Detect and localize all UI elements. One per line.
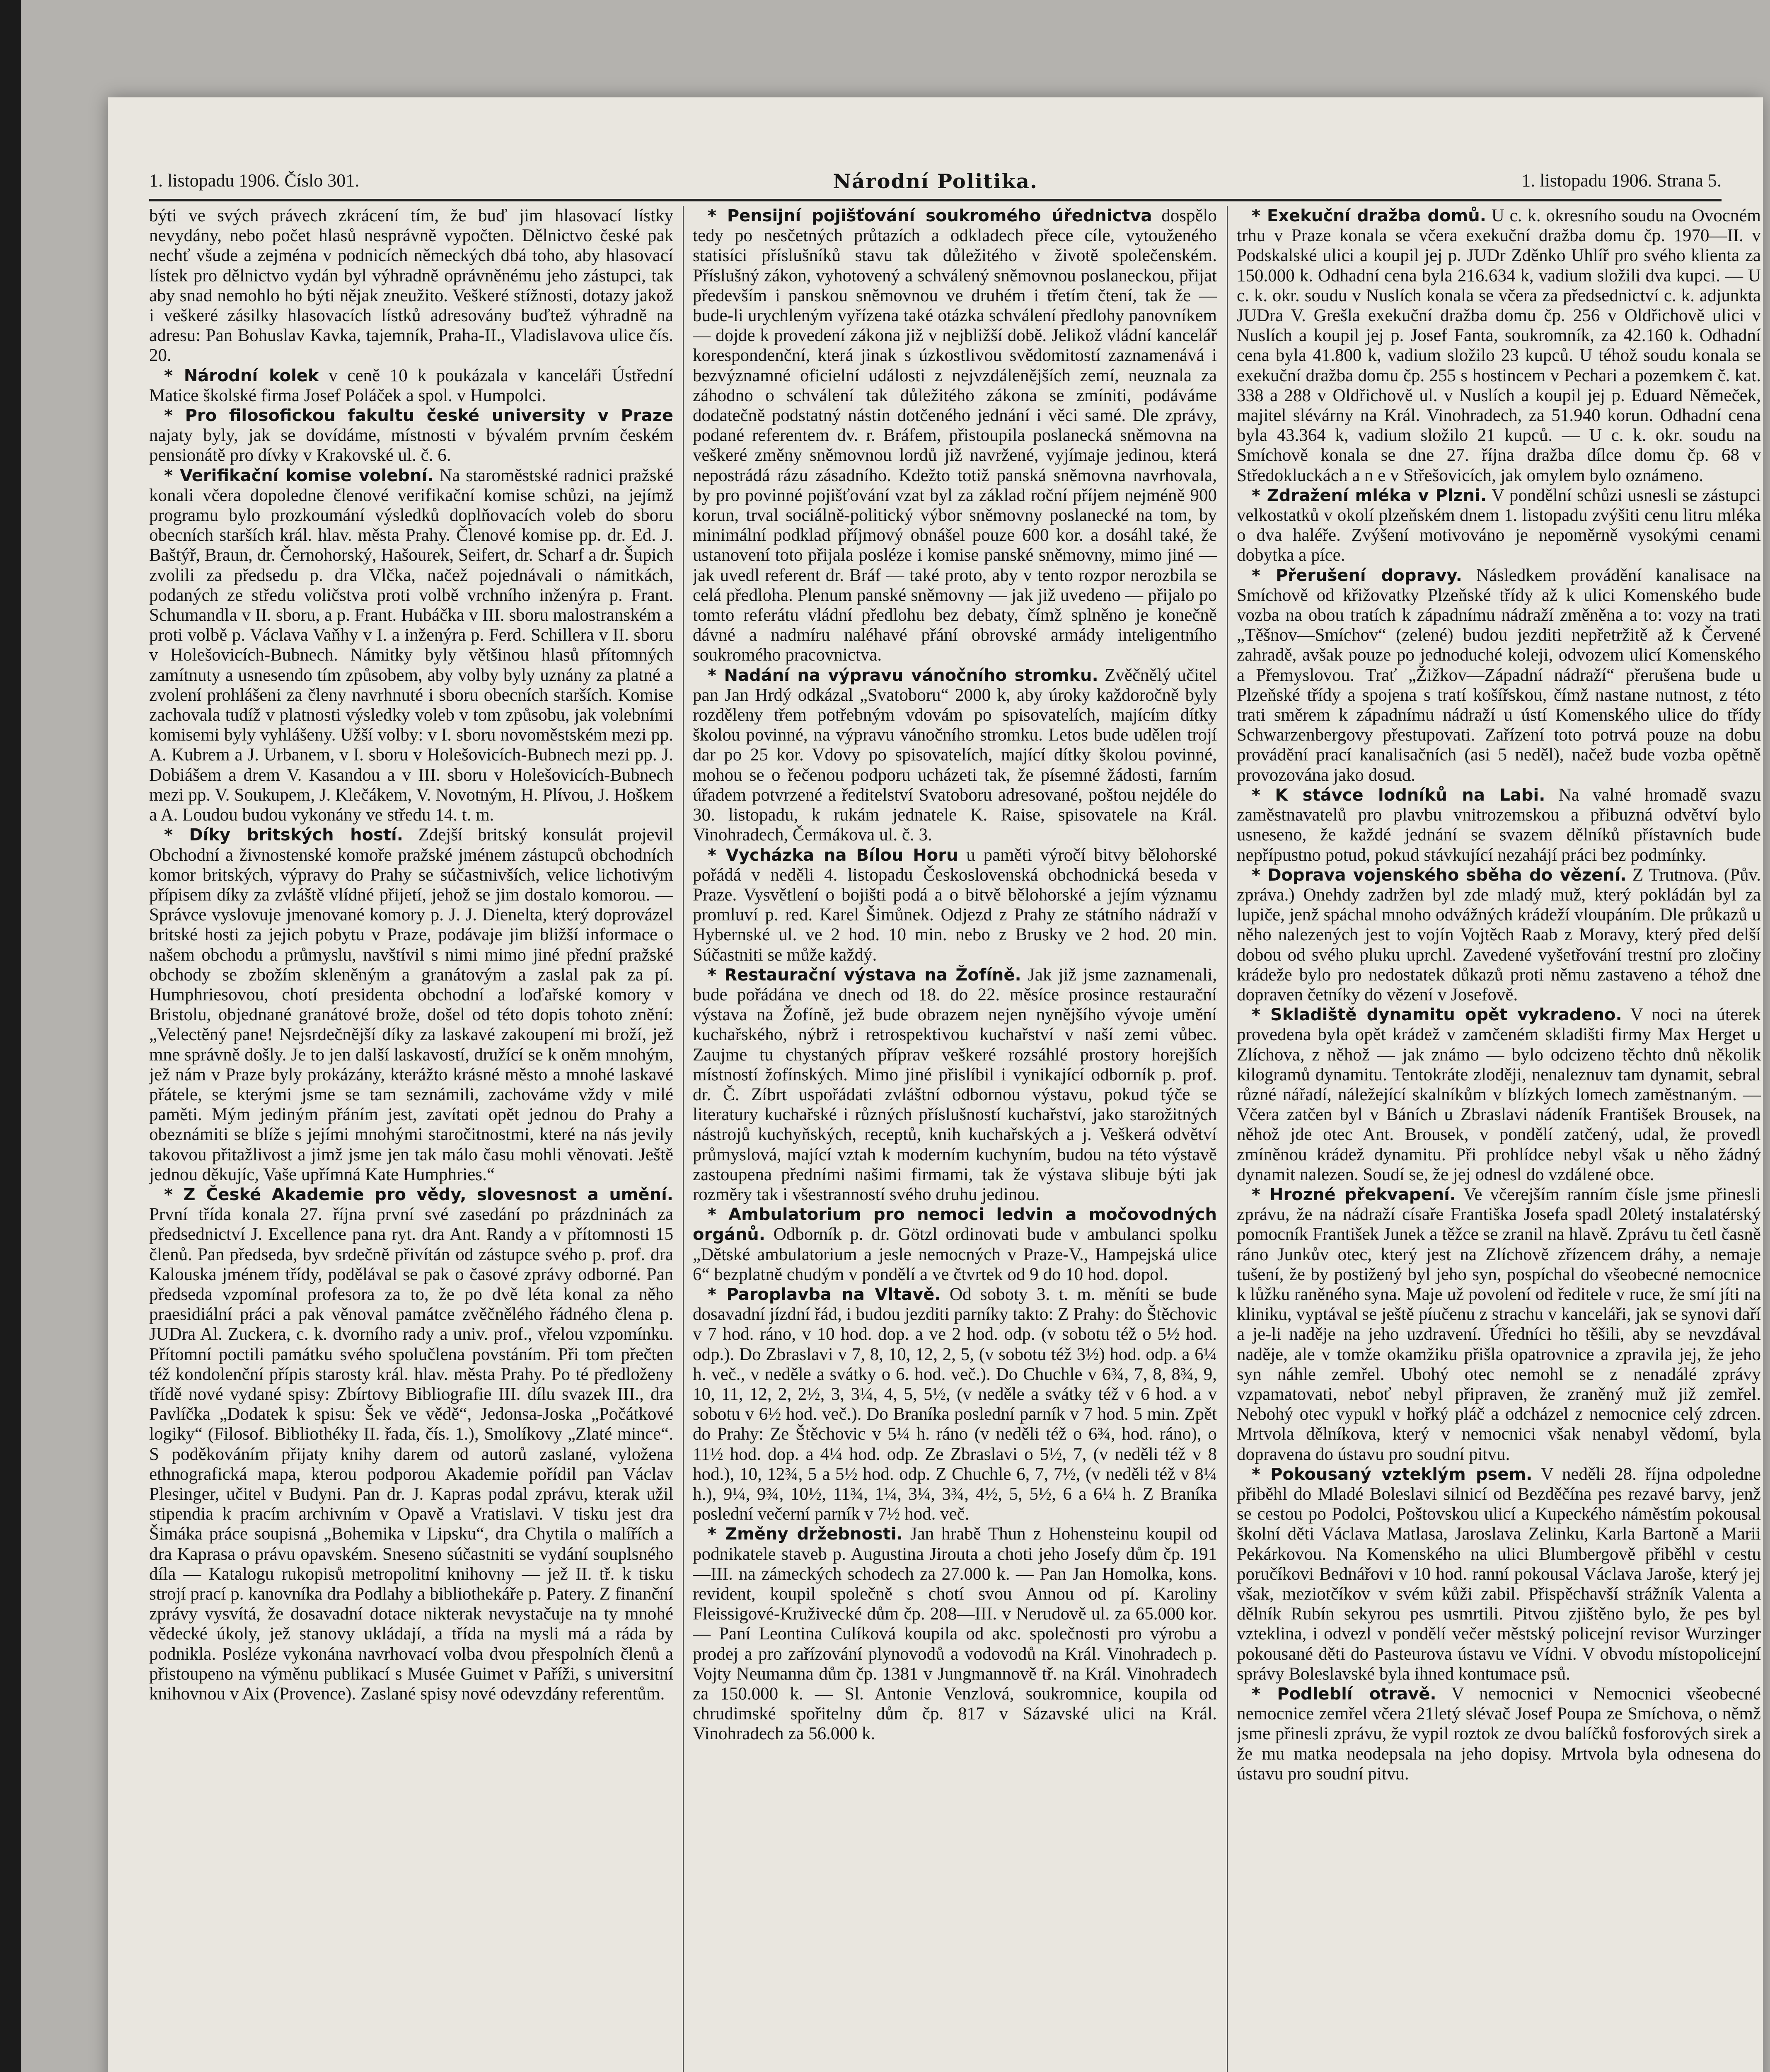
column-divider (1227, 206, 1228, 2072)
column-1 (149, 206, 673, 2072)
article-heading: * Hrozné překvapení. (1252, 1185, 1456, 1204)
scan-background (21, 0, 1770, 2072)
article-text: najaty byly, jak se dovídáme, místnosti v bývalém prvním českém pensionátě pro dívky v Krakovské ul. č. 6. (149, 426, 673, 465)
issue-date-left: 1. listopadu 1906. Číslo 301. (149, 170, 360, 191)
article-paragraph (1237, 1464, 1761, 1684)
header-rule (149, 199, 1722, 201)
article-text: V neděli 28. října odpoledne přiběhl do Mladé Boleslavi silnicí od Bezděčína pes rezavé barvy, jenž se cestou po Podolci, Poštovskou ulicí a Kupeckého náměstím pokousal školní děti Václava Matlasa, Jaroslava Zelinku, Karla Bartoně a Marii Pekárkovou. Na Komenského na ulici Blumbergově přiběhl v cestu poručíkovi Bednářovi v 10 hod. ranní pokousal Václava Jaroše, který jej však, meziotčíkov v svém kůži zabil. Přispěchavší strážník Valenta a dělník Rubín sekyrou pes usmrtili. Pitvou zjištěno bylo, že pes byl vzteklina, i odvezl v pondělí večer městský policejní revisor Wurzinger pokousané děti do Pasteurova ústavu ve Vídni. V obvodu místopolicejní správy Boleslavské byla ihned kontumace psů. (1237, 1464, 1761, 1684)
article-text: Od soboty 3. t. m. měníti se bude dosavadní jízdní řád, i budou jezditi parníky takto: Z Prahy: do Štěchovic v 7 hod. ráno, v 10 hod. dop. a ve 2 hod. odp. (v sobotu též o 5½ hod. odp.). Do Zbraslavi v 7, 8, 10, 12, 2, 5, (v sobotu též 3½) hod. odp. a 6¼ h. več., v neděle a svátky o 6. hod. več.). Do Chuchle v 6¾, 7, 8, 8¾, 9, 10, 11, 12, 2, 2½, 3, 3¼, 4, 5, 5½, (v neděle a svátky též v 6 hod. a v sobotu v 6½ hod. več.). Do Braníka poslední parník v 7 hod. 5 min. Zpět do Prahy: Ze Štěchovic v 5¼ h. ráno (v neděli též o 6¾, hod. ráno), o 11½ hod. dop. a 4¼ hod. odp. Ze Zbraslavi o 5½, 7, (v neděli též v 8 hod.), 10, 12¾, 5 a 5½ hod. odp. Z Chuchle 6, 7, 7½, (v neděli též v 8¼ h.), 9¼, 9¾, 10½, 11¾, 1¼, 3¼, 3¾, 4½, 5, 5½, 6 a 6¼ h. Z Braníka poslední večerní parník v 7½ hod. več. (693, 1284, 1217, 1524)
article-paragraph (693, 206, 1217, 666)
article-paragraph (1237, 1185, 1761, 1464)
article-heading: * Restaurační výstava na Žofíně. (708, 965, 1021, 985)
article-text: První třída konala 27. října první své zasedání po prázdninách za předsednictví J. Excellence pana ryt. dra Ant. Randy a v přítomnosti 15 členů. Pan předseda, byv srdečně přivítán od zástupce svého p. prof. dra Kalouska jménem třídy, podělával se pak o časové zprávy odborné. Pan předseda vzpomínal profesora za to, že po dvě léta konal za něho praesidiální práci a pak věnoval památce zvěčnělého řádného člena p. JUDra Al. Zuckera, c. k. dvorního rady a univ. prof., vřelou vzpomínku. Přítomní poctili památku svého spolučlena povstáním. Při tom přečten též kondolenční přípis starosty král. hlav. města Prahy. Po té předloženy třídě nové vydané spisy: Zbírtovy Bibliografie III. dílu svazek III., dra Pavlíčka „Dodatek k spisu: Šek ve vědě“, Jedonsa-Joska „Počátkové logiky“ (Filosof. Bibliothéky II. řada, čís. 1.), Smolíkovy „Zlaté mince“. S poděkováním přijaty knihy darem od autorů zaslané, vyložena ethnografická mapa, kterou podporou Akademie pořídil pan Václav Plesinger, učitel v Budyni. Pan dr. J. Kapras podal zprávu, kterak užil stipendia k pracím archivním v Opavě a Vratislavi. V tisku jest dra Šimáka práce soupisná „Bohemika v Lipsku“, dra Chytila o malířích a dra Kaprasa o právu opavském. Sneseno súčastniti se vydání souplsného díla — Katalogu rukopisů metropolitní knihovny — jež II. tř. k tisku strojí prací p. kanovníka dra Podlahy a bibliothekáře p. Patery. Z finanční zprávy vysvítá, že dosavadní dotace nikterak nevystačuje na ty mnohé vědecké úkoly, jež stanovy ukládají, a třída na mysli má a ráda by podnikla. Posléze vykonána navrhovací volba dvou přespolních členů a přistoupeno na výměnu publikací s Musée Guimet v Paříži, s universitní knihovnou v Aix (Provence). Zaslané spisy nové odevzdány referentům. (149, 1205, 673, 1704)
article-heading: * Verifikační komise volební. (164, 466, 434, 485)
article-heading: * Ambulatorium pro nemoci ledvin a močovodných orgánů. (693, 1205, 1217, 1244)
article-heading: * Pensijní pojišťování soukromého úřednictva (708, 206, 1152, 225)
newspaper-title: Národní Politika. (833, 170, 1038, 193)
article-paragraph (149, 1185, 673, 1704)
article-paragraph (149, 825, 673, 1185)
article-heading: * K stávce lodníků na Labi. (1252, 785, 1545, 805)
article-heading: * Díky britských hostí. (164, 825, 403, 845)
article-paragraph (693, 1285, 1217, 1524)
article-paragraph: býti ve svých právech zkrácení tím, že buď jim hlasovací lístky nevydány, nebo počet hlasů nesprávně vypočten. Dělnictvo české pak nechť všude a zejména v podnicích německých dbá toho, aby hlasovací lístek pro dělnictvo vydán byl výhradně oprávněnému jeho zástupci, tak aby snad nemohlo ho býti nějak zneužito. Veškeré stížnosti, dotazy jakož i veškeré zásilky hlasovacích lístků adresovány buďtež výhradně na adresu: Pan Bohuslav Kavka, tajemník, Praha-II., Vladislavova ulice čís. 20. (149, 206, 673, 366)
article-paragraph (693, 845, 1217, 965)
masthead (149, 170, 1722, 199)
article-heading: * Doprava vojenského sběha do vězení. (1252, 865, 1627, 885)
article-paragraph (1237, 1684, 1761, 1784)
article-text: Zvěčnělý učitel pan Jan Hrdý odkázal „Svatoboru“ 2000 k, aby úroky každoročně byly rozděleny třem potřebným vdovám po spisovatelích, majícím dítky školou povinné, na výpravu vánočního stromku. Letos bude udělen trojí dar po 25 kor. Vdovy po spisovatelích, mající dítky školou povinné, mohou se o řečenou podporu ucházeti tak, že písemné žádosti, farním úřadem potvrzené a ředitelství Svatoboru adresované, poštou nejdéle do 30. listopadu, k rukám jednatele K. Raise, spisovatele na Král. Vinohradech, Čermákova ul. č. 3. (693, 665, 1217, 845)
article-text: v ceně 10 k poukázala v kanceláři Ústřední Matice školské firma Josef Poláček a spol. v Humpolci. (149, 366, 673, 405)
article-paragraph (1237, 785, 1761, 865)
article-text: Ve včerejším ranním čísle jsme přinesli zprávu, že na nádraží císaře Františka Josefa spadl 20letý instalatérský pomocník František Junek a těžce se zranil na hlavě. Zprávu tu četl časně ráno Junkův otec, který jest na Zlíchově zřízencem dráhy, a nemaje tušení, že by postižený byl jeho syn, pospíchal do všeobecné nemocnice k lůžku raněného syna. Maje už povolení od ředitele v ruce, že smí jíti na kliniku, vyptával se ještě píučenu z strachu v kanceláři, jak se synovi daří a je-li naděje na jeho uzdravení. Úředníci ho těšili, aby se nevzdával naděje, ale v tomže okamžiku přišla opatrovnice a zpravila jej, že jeho syn náhle zemřel. Ubohý otec nemohl se z nenadálé zprávy vzpamatovati, neboť nebyl připraven, že zraněný muž již zemřel. Nebohý otec vypukl v hořký pláč a odcházel z nemocnice celý zdrcen. Mrtvola dělníkova, který v nemocnici však nenabyl vědomí, byla dopravena do ústavu pro soudní pitvu. (1237, 1184, 1761, 1464)
issue-date-right: 1. listopadu 1906. Strana 5. (1521, 170, 1722, 191)
column-divider (683, 206, 684, 2072)
column-3 (1237, 206, 1761, 2072)
article-text: V nemocnici v Nemocnici všeobecné nemocnice zemřel včera 21letý slévač Josef Poupa ze Smíchova, o němž jsme přinesli zprávu, že vypil roztok ze dvou balíčků fosforových sirek a že mu matka neodepsala na jeho dopisy. Mrtvola byla odnesena do ústavu pro soudní pitvu. (1237, 1684, 1761, 1784)
newspaper-page (108, 97, 1763, 2072)
article-text: Jak již jsme zaznamenali, bude pořádána ve dnech od 18. do 22. měsíce prosince restaurační výstava na Žofíně, jež bude obrazem nejen nynějšího vývoje umění kuchařského, nýbrž i retrospektivou kuchařství v naší zemi vůbec. Zaujme tu chystaných příprav veškeré rozsáhlé prostory horejších místností žofínských. Mimo jiné přislíbil i vynikající odborník p. prof. dr. Č. Zíbrt uspořádati zvláštní odbornou výstavu, pokud týče se literatury kuchařské i různých příslušností kuchařství, jako starožitných nástrojů kuchyňských, receptů, knih kuchařských a j. Veškerá odvětví průmyslová, mající vztah k moderním kuchyním, budou na této výstavě zastoupena předními našimi firmami, tak že výstava slibuje býti jak rozměry tak i všestranností svého druhu jedinou. (693, 965, 1217, 1204)
article-text: u paměti výročí bitvy bělohorské pořádá v neděli 4. listopadu Československá obchodnická beseda v Praze. Vysvětlení o bojišti podá a o bitvě bělohorské a jejím významu promluví p. red. Karel Šimůnek. Odjezd z Prahy ze státního nádraží v Hybernské ul. ve 2 hod. 10 min. nebo z Brusky ve 2 hod. 20 min. Súčastniti se může každý. (693, 845, 1217, 965)
article-text: V pondělní schůzi usnesli se zástupci velkostatků v okolí plzeňském dnem 1. listopadu zvýšiti cenu litru mléka o dva haléře. Zvýšení motivováno je nepoměrně vysokými cenami dobytka a píce. (1237, 485, 1761, 565)
article-paragraph (1237, 865, 1761, 1005)
article-heading: * Skladiště dynamitu opět vykradeno. (1252, 1005, 1622, 1025)
article-paragraph (1237, 1005, 1761, 1185)
column-2 (693, 206, 1217, 2072)
article-heading: * Paroplavba na Vltavě. (708, 1285, 941, 1304)
article-paragraph (693, 965, 1217, 1205)
article-text: Z Trutnova. (Pův. zpráva.) Onehdy zadržen byl zde mladý muž, který pokládán byl za lupiče, jenž spáchal mnoho odvážných krádeží vloupáním. Dle průkazů u něho nalezených jest to vojín Vojtěch Raab z Moravy, který před delší dobou od svého pluku uprchl. Zavedené vyšetřování trestní pro zločiny krádeže bylo pro nedostatek důkazů proti němu zastaveno a téhož dne dopraven četníky do vězení v Josefově. (1237, 865, 1761, 1005)
article-paragraph (693, 1524, 1217, 1744)
article-paragraph (1237, 566, 1761, 785)
article-heading: * Pro filosofickou fakultu české university v Praze (164, 406, 673, 426)
article-heading: * Pokousaný vzteklým psem. (1252, 1464, 1533, 1484)
article-heading: * Nadání na výpravu vánočního stromku. (708, 666, 1098, 685)
article-text: V noci na úterek provedena byla opět krádež v zamčeném skladišti firmy Max Herget u Zlíchova, z něhož — jak známo — bylo odcizeno těchto dnů několik kilogramů dynamitu. Tentokráte zloději, nenaleznuv tam dynamit, sebral různé nářadí, náležející skalníkům v blízkých lomech zaměstnaným. — Včera zatčen byl v Báních u Zbraslavi nádeník František Brousek, na něhož jde otec Ant. Brousek, v pondělí zatčený, udal, že provedl zmíněnou krádež dynamitu. Při prohlídce nebyl však u něho žádný dynamit nalezen. Soudí se, že jej odnesl do vzdálené obce. (1237, 1005, 1761, 1184)
article-heading: * Přerušení dopravy. (1252, 566, 1462, 585)
article-heading: * Zdražení mléka v Plzni. (1252, 486, 1487, 505)
article-text: Na valné hromadě svazu zaměstnavatelů pro plavbu vnitrozemskou a přibuzná odvětví bylo usneseno, že každé jednání se svazem dělníků přístavních bude nepřípustno potud, pokud stávkující nezahájí práci bez podmínky. (1237, 785, 1761, 865)
article-paragraph (149, 406, 673, 466)
columns (149, 206, 1761, 2072)
article-heading: * Vycházka na Bílou Horu (708, 845, 958, 865)
article-paragraph (1237, 206, 1761, 486)
article-heading: * Exekuční dražba domů. (1252, 206, 1486, 225)
article-text: U c. k. okresního soudu na Ovocném trhu v Praze konala se včera exekuční dražba domu čp. 1970—II. v Podskalské ulici a koupil jej p. JUDr Zděnko Uhlíř pro svého klienta za 150.000 k. Odhadní cena byla 216.634 k, vadium složili dva kupci. — U c. k. okr. soudu v Nuslích konala se včera za předsednictví c. k. adjunkta JUDra V. Grešla exekuční dražba domu čp. 256 v Oldřichově ulici v Nuslích a koupil jej p. Josef Fanta, soukromník, za 42.160 k. Odhadní cena byla 41.800 k, vadium složilo 23 kupců. U téhož soudu konala se exekuční dražba domu čp. 255 s hostincem v Pechari a pozemkem č. kat. 338 a 288 v Oldřichově ul. v Nuslích a koupil jej p. Eduard Němeček, majitel slévárny na Král. Vinohradech, za 51.940 korun. Odhadní cena byla 43.364 k, vadium složilo 21 kupců. — U c. k. okr. soudu na Smíchově konala se dne 27. října dražba dílce domu čp. 68 v Středokluckách a n e v Střešovicích, jak omylem bylo oznámeno. (1237, 206, 1761, 485)
article-paragraph (693, 666, 1217, 845)
article-heading: * Podleblí otravě. (1252, 1685, 1436, 1704)
article-heading: * Z České Akademie pro vědy, slovesnost a umění. (164, 1185, 673, 1204)
article-text: Na staroměstské radnici pražské konali včera dopoledne členové verifikační komise schůzi, na jejímž programu bylo prozkoumání výsledků doplňovacích voleb do sboru obecních starších král. hlav. města Prahy. Členové komise pp. dr. Ed. J. Baštýř, Braun, dr. Černohorský, Hašourek, Seifert, dr. Scharf a dr. Šupich zvolili za předsedu p. dra Vlčka, načež pojednávali o námitkách, podaných ze středu voličstva proti volbě vrchního inženýra p. Frant. Schumandla v II. sboru, a p. Frant. Hubáčka v III. sboru malostranském a proti volbě p. Václava Vaňhy v I. a inženýra p. Ferd. Schillera v II. sboru v Holešovicích-Bubnech. Námitky byly většinou hlasů přítomných zamítnuty a usnesendo tím způsobem, aby volby byly uznány za platné a zvolení prohlášeni za členy navrhnuté i sboru obecních starších. Komise zachovala tudíž v platnosti výsledky voleb v tom způsobu, jak volebními komisemi byly vyhlášeny. Užší volby: v I. sboru novoměstském mezi pp. A. Kubrem a J. Urbanem, v I. sboru v Holešovicích-Bubnech mezi pp. J. Dobiášem a drem V. Kasandou a v III. sboru v Holešovicích-Bubnech mezi pp. V. Soukupem, J. Klečákem, V. Novotným, H. Plívou, J. Hoškem a A. Loudou budou vykonány ve středu 14. t. m. (149, 465, 673, 825)
article-paragraph (149, 466, 673, 825)
article-paragraph (693, 1205, 1217, 1285)
article-paragraph (149, 366, 673, 406)
article-text: dospělo tedy po nesčetných průtazích a odkladech přece cíle, vytouženého statisíci příslušníků stavu tak důležitého v životě společenském. Příslušný zákon, vyhotovený a schválený sněmovnou poslaneckou, přijat především i panskou sněmovnou ve druhém i třetím čtení, tak že — bude-li urychleným vyřízena také otázka schválení předlohy panovníkem — dojde k provedení zákona již v nejbližší době. Jelikož vládní kancelář korespondenční, která jinak s úzkostlivou svědomitostí zaznamenává i bezvýznamné oficielní události z nejvzdálenějších zemí, neuznala za záhodno o schválení tak důležitého zákona se zmíniti, podáváme dodatečně podstatný nástin dotčeného jednání i věci samé. Dle zprávy, podané referentem dv. r. Bráfem, přistoupila poslanecká sněmovna na veškeré změny sněmovnou lordů již navržené, vyjímaje jedinou, která nepostrádá rázu zásadního. Kdežto totiž panská sněmovna navrhovala, by pro povinné pojišťování vzat byl za základ roční příjem nejméně 900 korun, trval sociálně-politický výbor sněmovny poslanecké na tom, by minimální podklad příjmový obnášel pouze 600 kor. a dosáhl také, že ustanovení toto přijala posléze i komise panské sněmovny, mimo jiné — jak uvedl referent dr. Bráf — také proto, aby v tento rozpor nerozbila se celá předloha. Plenum panské sněmovny — jak již uvedeno — přijalo po tomto referátu vládní předlohu bez debaty, čímž splněno je konečně dávné a nadmíru naléhavé přání obrovské armády inteligentního soukromého pracovnictva. (693, 206, 1217, 665)
article-heading: * Změny držebnosti. (708, 1525, 903, 1544)
article-paragraph (1237, 486, 1761, 566)
article-text: Odborník p. dr. Götzl ordinovati bude v ambulanci spolku „Dětské ambulatorium a jesle nemocných v Praze-V., Hampejská ulice 6“ bezplatně chudým v pondělí a ve čtvrtek od 9 do 10 hod. dopol. (693, 1225, 1217, 1284)
article-text: Zdejší britský konsulát projevil Obchodní a živnostenské komoře pražské jménem zástupců obchodních komor britských, výpravy do Prahy se súčastnivších, velice lichotivým přípisem díky za zvláště vlídné přijetí, jehož se jim dostalo komorou. — Správce vyslovuje jmenované komory p. J. J. Dieneltа, který doprovázel britské hosti za jejich pobytu v Praze, podávaje jim bližší informace o našem obchodu a průmyslu, navštívil s nimi mimo jiné přední pražské obchody se zbožím skleněným a granátovým a zaslal pak za pí. Humphriesovou, chotí presidenta obchodní a loďařské komory v Bristolu, objednané granátové brože, došel od této dopis tohoto znění: „Velectěný pane! Nejsrdečnější díky za laskavé zakoupení mi broží, jež mne správně došly. Je to jen další laskavostí, družící se k oněm mnohým, jež nám v Praze byly prokázány, kterážto krásné město a mnohé laskavé přátele, se kterými jsme se tam seznámili, zachováme vždy v milé paměti. Mým jediným přáním jest, zavítati opět jednou do Prahy a obeznámiti se blíže s jejími mnohými staročitnostmi, které na nás jevily takovou přitažlivost a jimž jsme jen tak málo času mohli věnovati. Ještě jednou děkujíc, Vaše upřímná Kate Humphries.“ (149, 825, 673, 1184)
article-text: Následkem provádění kanalisace na Smíchově od křižovatky Plzeňské třídy až k ulici Komenského bude vozba na obou tratích k západnímu nádraží změněna a to: vozy na trati „Těšnov—Smíchov“ (zelené) budou jezditi nepřetržitě až k Červené zahradě, avšak pouze po jednoduché koleji, odvozem ulicí Komenského a Přemyslovou. Trať „Žižkov—Západní nádraží“ přerušena bude u Plzeňské třídy a spojena s tratí košířskou, čímž nastane nutnost, z této trati směrem k západnímu nádraží u ústí Komenského ulice do třídy Schwarzenbergovy přestupovati. Zařízení toto potrvá pouze na dobu provádění prací kanalisačních (asi 5 neděl), načež bude vozba opětně provozována jako dosud. (1237, 565, 1761, 785)
article-text: Jan hrabě Thun z Hohensteinu koupil od podnikatele staveb p. Augustina Jirouta a choti jeho Josefy dům čp. 191—III. na zámeckých schodech za 27.000 k. — Pan Jan Homolka, kons. revident, koupil společně s chotí svou Annou od pí. Karoliny Fleissigové-Kruživecké dům čp. 208—III. v Nerudově ul. za 65.000 kor. — Paní Leontina Culíková koupila od akc. společnosti pro výrobu a prodej a pro zařízování plynovodů a vodovodů na Král. Vinohradech p. Vojty Neumanna dům čp. 1381 v Jungmannově tř. na Král. Vinohradech za 150.000 k. — Sl. Antonie Venzlová, soukromnice, koupila od chrudimské spořitelny dům čp. 817 v Sázavské ulici na Král. Vinohradech za 56.000 k. (693, 1524, 1217, 1744)
article-heading: * Národní kolek (164, 366, 319, 385)
